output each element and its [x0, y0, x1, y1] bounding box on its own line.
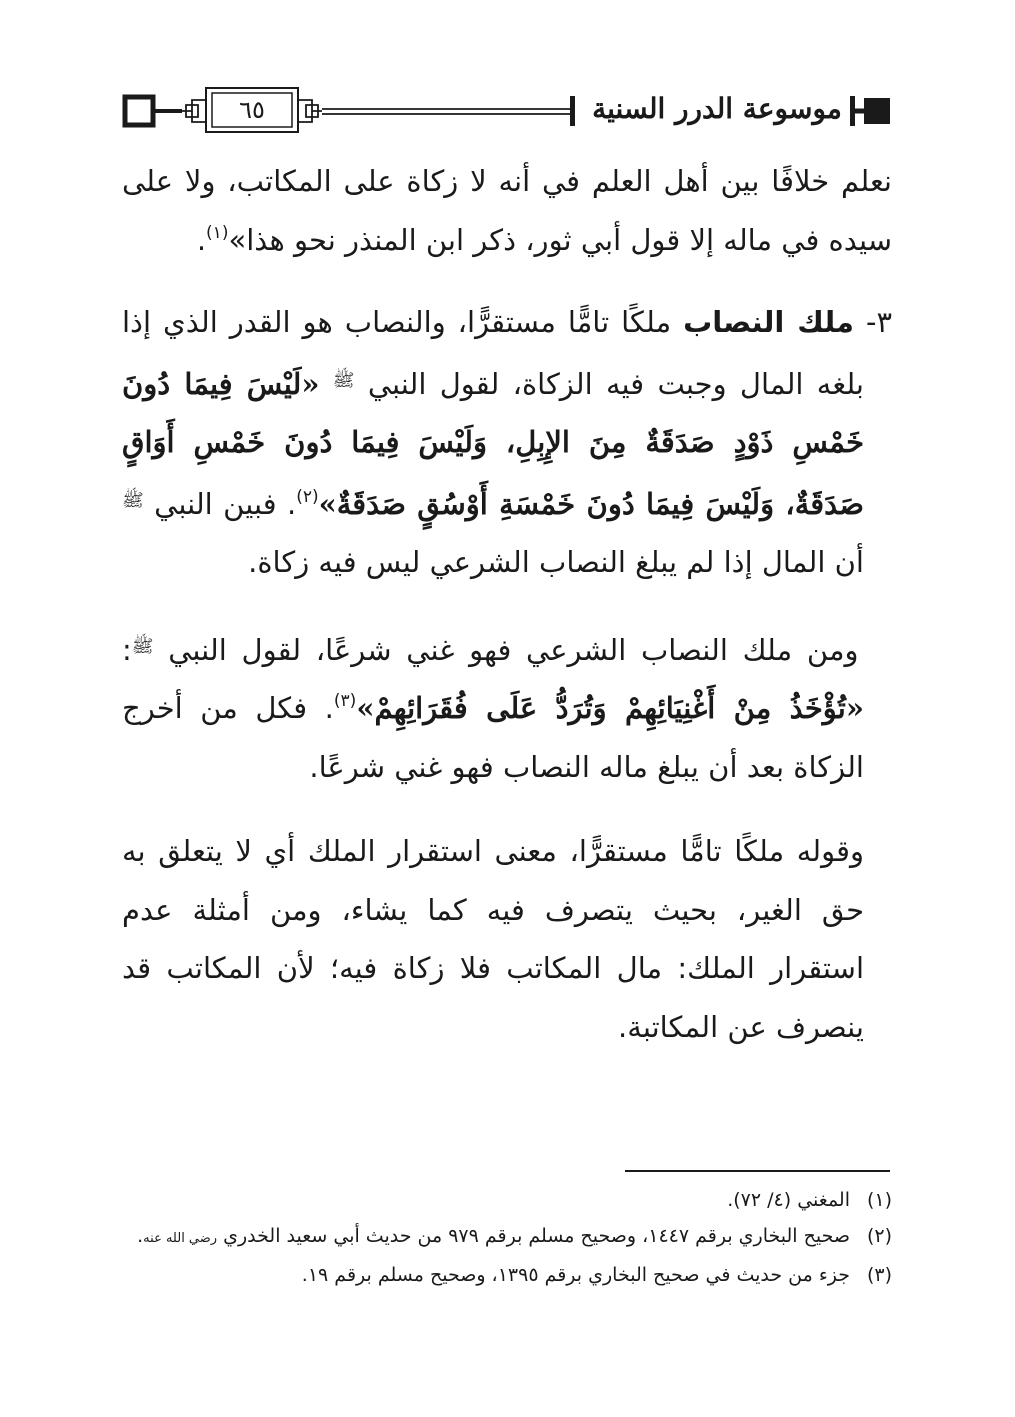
paragraph-2 — [122, 293, 892, 592]
salutation-glyph: ﷺ — [122, 489, 144, 511]
paragraph-2-text-3: أن المال إذا لم يبلغ النصاب الشرعي ليس فيه زكاة. — [248, 545, 864, 579]
footnote-2-end: . — [137, 1225, 144, 1247]
section-heading: ملك النصاب — [683, 305, 854, 339]
footnote-ref-3[interactable]: (٣) — [333, 691, 357, 711]
paragraph-1-end: . — [196, 222, 207, 257]
right-square-ornament — [864, 98, 890, 124]
paragraph-3-text-2: . فكل من أخرج الزكاة بعد أن يبلغ ماله النصاب فهو غني شرعًا. — [122, 691, 864, 784]
page-number: ٦٥ — [239, 96, 265, 124]
salutation-glyph: ﷺ — [332, 369, 355, 391]
paragraph-1-line-3: نحو هذا» — [228, 222, 336, 257]
book-title: موسوعة الدرر السنية — [592, 92, 842, 125]
paragraph-3 — [122, 618, 892, 797]
honorific: رضي الله عنه — [143, 1231, 218, 1246]
paragraph-2-text-2: . فبين النبي — [143, 486, 297, 521]
footnote-text — [122, 1222, 850, 1253]
paragraph-1-line-1: نعلم خلافًا بين أهل العلم في أنه لا زكاة على المكاتب، — [227, 164, 893, 198]
page-header — [122, 78, 892, 148]
footnote-ref-1[interactable]: (١) — [206, 222, 229, 243]
footnote-2 — [122, 1222, 892, 1253]
footnotes — [122, 1186, 892, 1297]
left-square-ornament — [125, 97, 153, 125]
paragraph-4: وقوله ملكًا تامًّا مستقرًّا، معنى استقرار الملك أي لا يتعلق به حق الغير، بحيث يتصرف فيه كما يشاء، ومن أمثلة عدم استقرار الملك: مال المكاتب فلا زكاة فيه؛ لأن المكاتب قد ينصرف عن المكاتبة. — [122, 834, 864, 1044]
paragraph-2-text-1: ملكًا تامًّا مستقرًّا، والنصاب هو القدر الذي إذا بلغه المال وجبت فيه الزكاة، لقول النبي — [122, 305, 864, 401]
hadith-quote-1: «لَيْسَ فِيمَا دُونَ خَمْسِ ذَوْدٍ صَدَقَةٌ مِنَ الإِبِلِ، وَلَيْسَ فِيمَا دُونَ خَمْسِ أَوَاقٍ صَدَقَةٌ، وَلَيْسَ فِيمَا دُونَ خَمْسَةِ أَوْسُقٍ صَدَقَةٌ» — [122, 366, 864, 521]
footnote-number: (٣) — [866, 1264, 892, 1286]
footnote-ref-2[interactable]: (٢) — [296, 486, 319, 507]
paragraph-1-line-2: ولا على سيده في ماله إلا قول أبي ثور، ذكر ابن المنذر — [122, 164, 892, 257]
footnote-number: (١) — [866, 1189, 892, 1211]
footnote-separator — [625, 1170, 890, 1172]
paragraph-3-text-1: ومن ملك النصاب الشرعي فهو غني شرعًا، لقول النبي — [153, 632, 859, 667]
footnote-3 — [122, 1261, 892, 1289]
footnote-text: جزء من حديث في صحيح البخاري برقم ١٣٩٥، وصحيح مسلم برقم ١٩. — [301, 1264, 850, 1286]
footnote-text: المغني (٤/ ٧٢). — [727, 1189, 850, 1211]
main-text — [122, 152, 892, 1056]
paragraph-1 — [122, 152, 892, 269]
paragraph-3-colon: : — [122, 632, 132, 667]
footnote-2-text: صحيح البخاري برقم ١٤٤٧، وصحيح مسلم برقم ٩٧٩ من حديث أبي سعيد الخدري — [217, 1225, 850, 1247]
footnote-1 — [122, 1186, 892, 1214]
footnote-number: (٢) — [866, 1225, 892, 1247]
list-number: ٣- — [865, 305, 893, 339]
salutation-glyph: ﷺ — [131, 635, 154, 657]
hadith-quote-2: «تُؤْخَذُ مِنْ أَغْنِيَائِهِمْ وَتُرَدُّ عَلَى فُقَرَائِهِمْ» — [356, 691, 864, 725]
